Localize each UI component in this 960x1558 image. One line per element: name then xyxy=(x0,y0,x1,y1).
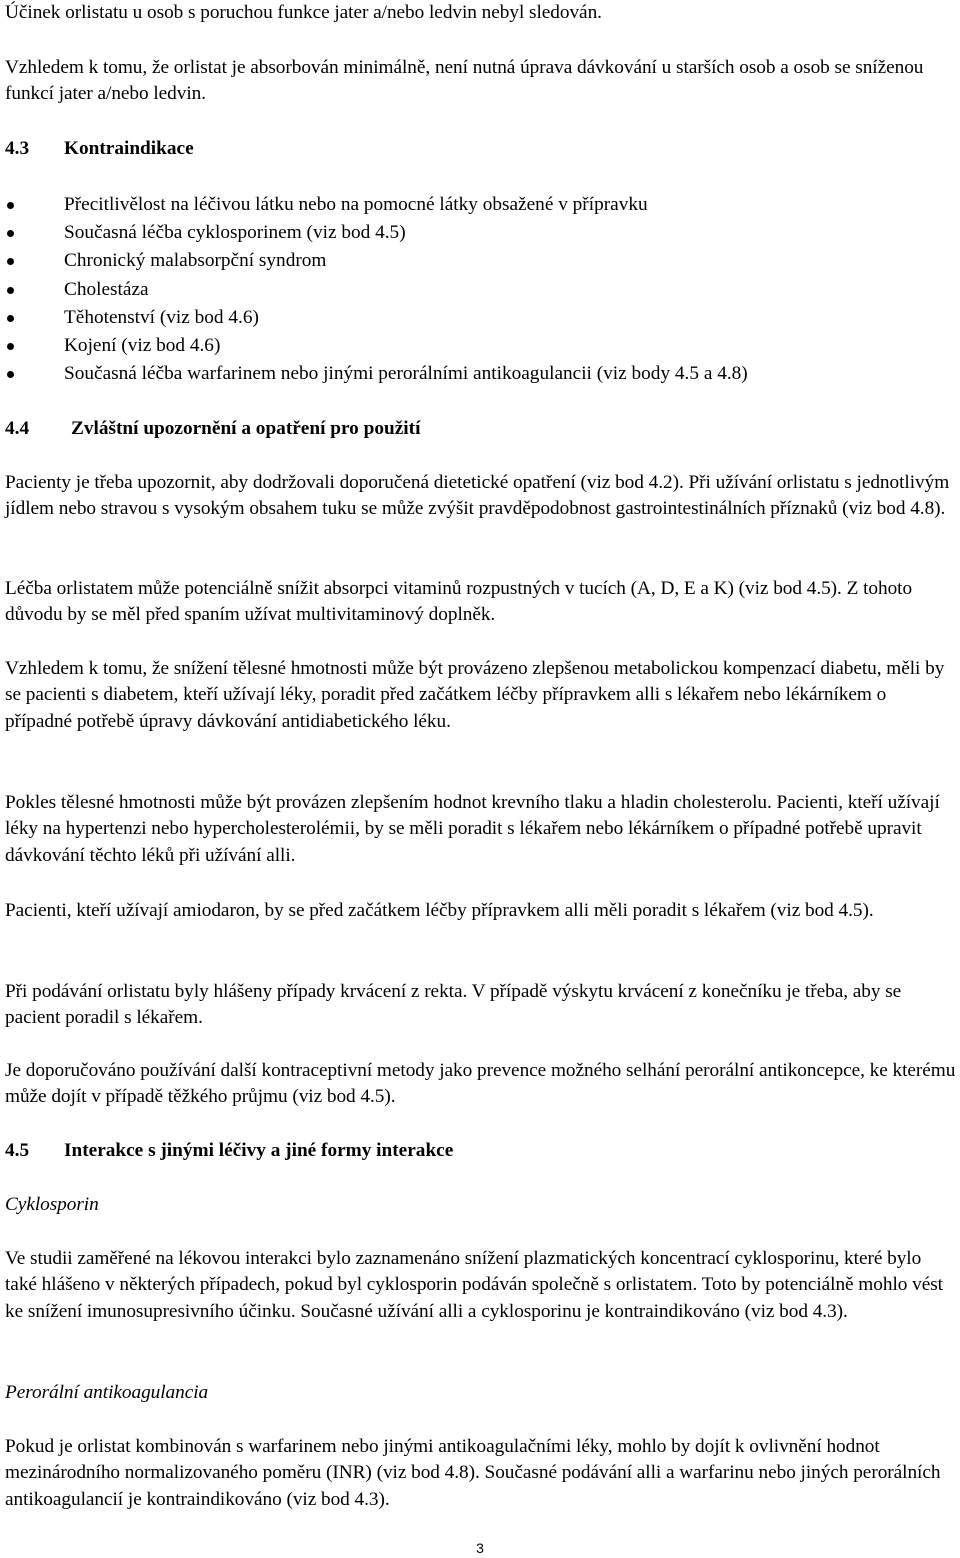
contraindications-list xyxy=(5,191,748,388)
section-title: Kontraindikace xyxy=(64,138,194,159)
bullet-icon xyxy=(7,343,14,350)
section-number: 4.5 xyxy=(5,1140,30,1161)
list-item xyxy=(5,360,748,388)
section-4-4-paragraph-4: Pokles tělesné hmotnosti může být provázen zlepšením hodnot krevního tlaku a hladin cholesterolu. Pacienti, kteří užívají léky na hypertenzi nebo hypercholesterolémii, by se měli poradit s lékařem nebo lékárníkem o případné potřebě upravit dávkování těchto léků při užívání alli. xyxy=(5,792,940,866)
section-title: Zvláštní upozornění a opatření pro použití xyxy=(71,418,421,439)
intro-paragraph-1: Účinek orlistatu u osob s poruchou funkce jater a/nebo ledvin nebyl sledován. xyxy=(5,2,602,23)
list-item xyxy=(5,304,748,332)
section-number: 4.3 xyxy=(5,138,30,159)
list-item-text: Cholestáza xyxy=(64,278,149,300)
bullet-icon xyxy=(7,287,14,294)
list-item-text: Současná léčba warfarinem nebo jinými perorálními antikoagulancii (viz body 4.5 a 4.8) xyxy=(64,363,748,385)
list-item-text: Přecitlivělost na léčivou látku nebo na pomocné látky obsažené v přípravku xyxy=(64,194,648,215)
bullet-icon xyxy=(7,315,14,322)
list-item xyxy=(5,276,748,304)
section-4-5-heading xyxy=(5,1138,453,1164)
bullet-icon xyxy=(7,258,14,265)
list-item-text: Těhotenství (viz bod 4.6) xyxy=(64,306,259,328)
intro-paragraph-2-text: Vzhledem k tomu, že orlistat je absorbován minimálně, není nutná úprava dávkování u starších osob a osob se sníženou funkcí jater a/nebo ledvin. xyxy=(5,57,924,105)
intro-paragraph-2 xyxy=(5,55,957,108)
section-title: Interakce s jinými léčivy a jiné formy interakce xyxy=(64,1140,454,1161)
list-item-text: Kojení (viz bod 4.6) xyxy=(64,335,221,357)
page-number: 3 xyxy=(476,1540,484,1556)
section-4-3-heading xyxy=(5,136,194,162)
bullet-icon xyxy=(7,202,14,209)
section-4-4-paragraph-3: Vzhledem k tomu, že snížení tělesné hmotnosti může být provázeno zlepšenou metabolickou kompenzací diabetu, měli by se pacienti s diabetem, kteří užívají léky, poradit před začátkem léčby přípravkem alli s lékařem nebo lékárníkem o případné potřebě úpravy dávkování antidiabetického léku. xyxy=(5,658,945,732)
section-number: 4.4 xyxy=(5,418,30,439)
section-4-4-paragraph-6: Při podávání orlistatu byly hlášeny případy krvácení z rekta. V případě výskytu krvácení z konečníku je třeba, aby se pacient poradil s lékařem. xyxy=(5,981,902,1029)
subsection-antikoagulancia-text: Pokud je orlistat kombinován s warfarinem nebo jinými antikoagulačními léky, mohlo by dojít k ovlivnění hodnot mezinárodního normalizovaného poměru (INR) (viz bod 4.8). Současné podávání alli a warfarinu nebo jiných perorálních antikoagulancií je kontraindikováno (viz bod 4.3). xyxy=(5,1436,941,1510)
list-item xyxy=(5,191,748,219)
list-item xyxy=(5,332,748,360)
section-4-4-paragraph-7: Je doporučováno používání další kontraceptivní metody jako prevence možného selhání perorální antikoncepce, ke kterému může dojít v případě těžkého průjmu (viz bod 4.5). xyxy=(5,1060,956,1108)
list-item xyxy=(5,219,748,247)
list-item-text: Současná léčba cyklosporinem (viz bod 4.5) xyxy=(64,222,406,244)
subsection-antikoagulancia-title: Perorální antikoagulancia xyxy=(5,1382,209,1403)
section-4-4-heading xyxy=(5,416,420,442)
section-4-4-paragraph-1: Pacienty je třeba upozornit, aby dodržovali doporučená dietetické opatření (viz bod 4.2). Při užívání orlistatu s jednotlivým jídlem nebo stravou s vysokým obsahem tuku se může zvýšit pravděpodobnost gastrointestinálních příznaků (viz bod 4.8). xyxy=(5,472,950,520)
bullet-icon xyxy=(7,371,14,378)
bullet-icon xyxy=(7,230,14,237)
list-item xyxy=(5,247,748,275)
list-item-text: Chronický malabsorpční syndrom xyxy=(64,250,327,272)
subsection-cyklosporin-text: Ve studii zaměřené na lékovou interakci bylo zaznamenáno snížení plazmatických koncentrací cyklosporinu, které bylo také hlášeno v některých případech, pokud byl cyklosporin podáván společně s orlistatem. Toto by potenciálně mohlo vést ke snížení imunosupresivního účinku. Současné užívání alli a cyklosporinu je kontraindikováno (viz bod 4.3). xyxy=(5,1248,943,1322)
section-4-4-paragraph-5: Pacienti, kteří užívají amiodaron, by se před začátkem léčby přípravkem alli měli poradit s lékařem (viz bod 4.5). xyxy=(5,900,874,921)
subsection-cyklosporin-title: Cyklosporin xyxy=(5,1194,99,1215)
section-4-4-paragraph-2: Léčba orlistatem může potenciálně snížit absorpci vitaminů rozpustných v tucích (A, D, E a K) (viz bod 4.5). Z tohoto důvodu by se měl před spaním užívat multivitaminový doplněk. xyxy=(5,578,913,626)
